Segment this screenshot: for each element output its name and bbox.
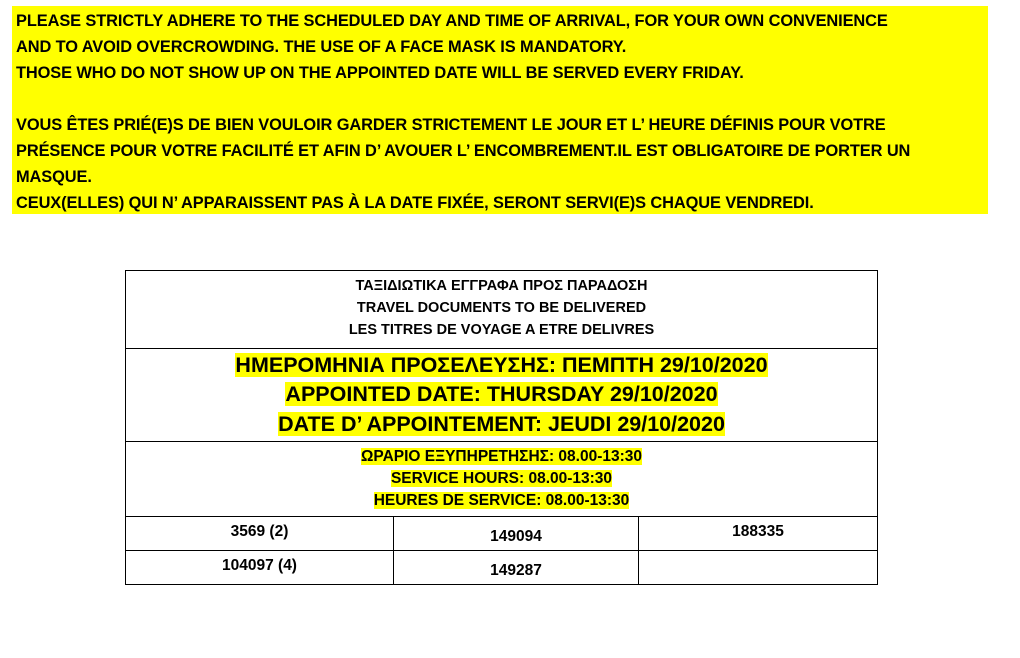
notice-en-line-1: PLEASE STRICTLY ADHERE TO THE SCHEDULED DAY AND TIME OF ARRIVAL, FOR YOUR OWN CONVENIENCE (16, 12, 888, 30)
notice-en-line-2: AND TO AVOID OVERCROWDING. THE USE OF A FACE MASK IS MANDATORY. (16, 38, 627, 56)
table-cell (394, 517, 639, 551)
date-english: APPOINTED DATE: THURSDAY 29/10/2020 (285, 382, 718, 407)
hours-french: HEURES DE SERVICE: 08.00-13:30 (373, 492, 630, 509)
table-cell (126, 517, 394, 551)
document-number: 149287 (490, 561, 542, 579)
table-cell (394, 551, 639, 585)
notice-fr-line-3: MASQUE. (16, 168, 92, 186)
table-cell (126, 551, 394, 585)
table-row (126, 517, 878, 551)
table-cell (639, 551, 878, 585)
notice-en-line-3: THOSE WHO DO NOT SHOW UP ON THE APPOINTED DATE WILL BE SERVED EVERY FRIDAY. (16, 64, 744, 82)
table-row (126, 551, 878, 585)
appointment-date-cell (126, 349, 878, 442)
notice-fr-line-1: VOUS ÊTES PRIÉ(E)S DE BIEN VOULOIR GARDER STRICTEMENT LE JOUR ET L’ HEURE DÉFINIS POUR VOTRE (16, 116, 886, 134)
table-title-cell (126, 271, 878, 349)
hours-english: SERVICE HOURS: 08.00-13:30 (390, 470, 613, 487)
document-number: 104097 (4) (222, 556, 297, 574)
date-french: DATE D’ APPOINTEMENT: JEUDI 29/10/2020 (278, 411, 725, 436)
date-greek: ΗΜΕΡΟΜΗΝΙΑ ΠΡΟΣΕΛΕΥΣΗΣ: ΠΕΜΠΤΗ 29/10/2020 (235, 352, 768, 377)
service-hours-cell (126, 442, 878, 517)
title-english: TRAVEL DOCUMENTS TO BE DELIVERED (356, 300, 647, 316)
document-number: 149094 (490, 527, 542, 545)
notice-spacer (16, 86, 984, 112)
notice-fr-line-2: PRÉSENCE POUR VOTRE FACILITÉ ET AFIN D’ AVOUER L’ ENCOMBREMENT.IL EST OBLIGATOIRE DE PORTER UN (16, 142, 911, 160)
travel-documents-table (125, 270, 878, 585)
title-french: LES TITRES DE VOYAGE A ETRE DELIVRES (348, 322, 655, 338)
notice-fr-line-4: CEUX(ELLES) QUI N’ APPARAISSENT PAS À LA DATE FIXÉE, SERONT SERVI(E)S CHAQUE VENDREDI. (16, 194, 814, 212)
notice-banner (12, 6, 988, 214)
title-greek: ΤΑΞΙΔΙΩΤΙΚΑ ΕΓΓΡΑΦΑ ΠΡΟΣ ΠΑΡΑΔΟΣΗ (355, 278, 648, 294)
document-number: 3569 (2) (230, 522, 289, 540)
table-cell (639, 517, 878, 551)
document-number: 188335 (732, 522, 784, 540)
hours-greek: ΩΡΑΡΙΟ ΕΞΥΠΗΡΕΤΗΣΗΣ: 08.00-13:30 (360, 448, 643, 465)
